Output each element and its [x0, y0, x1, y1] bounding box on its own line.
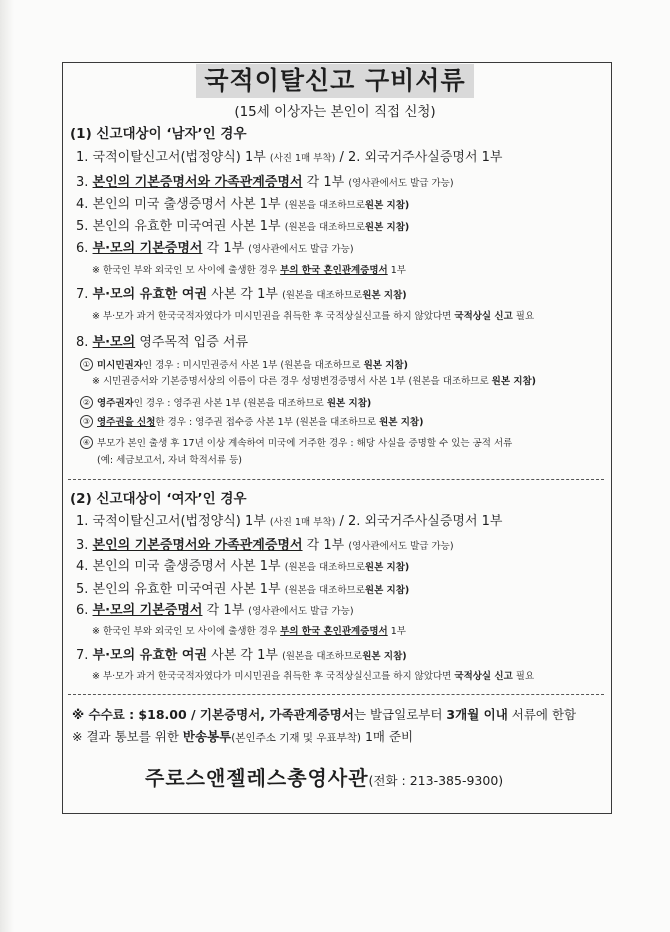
s1-item-3-num: 3.	[76, 175, 89, 190]
s2-item-6-remark-count: 1부	[390, 626, 406, 637]
s2-item-3-num: 3.	[76, 538, 89, 553]
s2-item-5-text: 5. 본인의 유효한 미국여권 사본 1부	[76, 582, 281, 597]
s2-item-6-remark	[92, 626, 406, 637]
document-subtitle: (15세 이상자는 본인이 직접 신청)	[234, 104, 436, 120]
s1-item-6-count: 각 1부	[206, 241, 245, 256]
s1-item-3-count: 각 1부	[306, 175, 345, 190]
return-envelope-notice	[72, 729, 413, 745]
s2-item-7-remark-text: ※ 부·모가 과거 한국국적자였다가 미시민권을 취득한 후 국적상실신고를 하지 않았다면	[92, 671, 452, 682]
s2-item-3-docs: 본인의 기본증명서와 가족관계증명서	[92, 538, 303, 553]
s2-item-6-docs: 부·모의 기본증명서	[92, 603, 203, 618]
s1-sub-4	[80, 436, 512, 449]
s1-sub-1-remark-text: ※ 시민권증서와 기본증명서상의 이름이 다른 경우 성명변경증명서 사본 1부 (원본을 대조하므로	[92, 376, 489, 387]
s1-sub-1-text: 인 경우 : 미시민권증서 사본 1부 (원본을 대조하므로	[142, 360, 361, 371]
s1-item-8-text: 영주목적 입증 서류	[139, 335, 249, 350]
s1-sub-1-remark-bring: 원본 지참)	[491, 376, 537, 387]
fee-notice-text: 는 발급일로부터	[353, 707, 443, 722]
s1-sub-2-label: 영주권자	[97, 398, 134, 409]
circled-two-icon: ②	[80, 396, 93, 409]
s2-item-5-bring: 원본 지참)	[364, 585, 410, 596]
s2-item-6-remark-text: ※ 한국인 부와 외국인 모 사이에 출생한 경우	[92, 626, 278, 637]
s1-sub-4-text: 부모가 본인 출생 후 17년 이상 계속하여 미국에 거주한 경우 : 해당 사실을 증명할 수 있는 공적 서류	[97, 438, 513, 449]
s2-item-5	[76, 582, 409, 598]
s2-item-7-remark-need: 필요	[515, 671, 535, 682]
s1-item-8-num: 8.	[76, 335, 89, 350]
consulate-name: 주로스앤젤레스총영사관	[145, 766, 369, 790]
s1-item-6-num: 6.	[76, 241, 89, 256]
s2-item-3-count: 각 1부	[306, 538, 345, 553]
s1-sub-4-example: (예: 세금보고서, 자녀 학적서류 등)	[97, 455, 243, 466]
s2-item-1	[76, 514, 503, 530]
s2-item-7-note: (원본을 대조하므로	[282, 651, 363, 662]
s1-item-7-note: (원본을 대조하므로	[282, 290, 363, 301]
s2-item-4-text: 4. 본인의 미국 출생증명서 사본 1부	[76, 559, 281, 574]
s2-item-4-bring: 원본 지참)	[364, 562, 410, 573]
consulate-footer	[145, 762, 503, 791]
s1-sub-3-bring: 원본 지참)	[379, 417, 424, 428]
s1-item-7-count: 사본 각 1부	[211, 287, 278, 302]
s1-item-7-remark-need: 필요	[515, 311, 535, 322]
return-envelope-count: 1매 준비	[364, 729, 414, 744]
s2-item-6-note: (영사관에서도 발급 가능)	[248, 606, 354, 617]
s1-item-6-note: (영사관에서도 발급 가능)	[248, 244, 354, 255]
s2-item-3-note: (영사관에서도 발급 가능)	[348, 541, 454, 552]
s2-item-7-remark-doc: 국적상실 신고	[454, 671, 513, 682]
s2-item-2-text: / 2. 외국거주사실증명서 1부	[339, 514, 503, 529]
circled-three-icon: ③	[80, 415, 93, 428]
s1-sub-3	[80, 415, 423, 428]
s2-item-7-bring: 원본 지참)	[362, 651, 407, 662]
s1-item-6-remark-count: 1부	[390, 265, 406, 276]
s1-item-7-remark-text: ※ 부·모가 과거 한국국적자였다가 미시민권을 취득한 후 국적상실신고를 하지 않았다면	[92, 311, 452, 322]
s1-item-5-text: 5. 본인의 유효한 미국여권 사본 1부	[76, 219, 281, 234]
section-1-heading: (1) 신고대상이 ‘남자’인 경우	[70, 126, 247, 142]
s1-item-4-text: 4. 본인의 미국 출생증명서 사본 1부	[76, 197, 281, 212]
s1-item-6-remark-doc: 부의 한국 혼인관계증명서	[280, 265, 388, 276]
fee-notice-limit: 서류에 한함	[511, 707, 577, 722]
s2-item-4	[76, 559, 409, 575]
s2-item-1-text: 1. 국적이탈신고서(법정양식) 1부	[76, 514, 266, 529]
consulate-phone: (전화 : 213-385-9300)	[368, 773, 504, 788]
document-title: 국적이탈신고 구비서류	[196, 64, 473, 98]
s1-item-1-note: (사진 1매 부착)	[269, 153, 336, 164]
circled-four-icon: ④	[80, 436, 93, 449]
s1-sub-1-label: 미시민권자	[97, 360, 143, 371]
s1-item-3-docs: 본인의 기본증명서와 가족관계증명서	[92, 175, 303, 190]
s1-item-5	[76, 219, 409, 235]
s1-item-3	[76, 175, 454, 191]
s2-item-1-note: (사진 1매 부착)	[269, 517, 336, 528]
circled-one-icon: ①	[80, 358, 93, 371]
s2-item-6-remark-doc: 부의 한국 혼인관계증명서	[280, 626, 388, 637]
s1-sub-3-label: 영주권을 신청	[97, 417, 156, 428]
s1-item-4-bring: 원본 지참)	[364, 200, 410, 211]
s2-item-6-num: 6.	[76, 603, 89, 618]
section-2-heading: (2) 신고대상이 ‘여자’인 경우	[70, 491, 247, 507]
s1-item-7-remark	[92, 311, 534, 322]
s2-item-4-note: (원본을 대조하므로	[284, 562, 365, 573]
s1-sub-1-bring: 원본 지참)	[363, 360, 408, 371]
s1-item-6-remark	[92, 265, 406, 276]
s2-item-7-count: 사본 각 1부	[211, 648, 278, 663]
section-divider	[68, 479, 604, 480]
s2-item-3	[76, 538, 454, 554]
s2-item-7-num: 7.	[76, 648, 89, 663]
s1-sub-1	[80, 358, 408, 371]
s1-item-7-docs: 부·모의 유효한 여권	[92, 287, 208, 302]
s1-item-7-num: 7.	[76, 287, 89, 302]
s1-sub-2	[80, 396, 371, 409]
s1-item-4	[76, 197, 409, 213]
s1-item-4-note: (원본을 대조하므로	[284, 200, 365, 211]
s1-sub-2-text: 인 경우 : 영주권 사본 1부 (원본을 대조하므로	[133, 398, 324, 409]
fee-notice-period: 3개월 이내	[446, 707, 508, 722]
s1-item-8	[76, 335, 248, 351]
s2-item-7	[76, 648, 407, 664]
scan-edge-shadow	[0, 0, 14, 932]
return-envelope-intro: ※ 결과 통보를 위한	[72, 729, 179, 744]
document-title-wrap	[0, 64, 670, 98]
s1-sub-1-remark	[92, 376, 536, 387]
fee-notice	[72, 707, 576, 722]
s1-item-2-text: / 2. 외국거주사실증명서 1부	[339, 150, 503, 165]
s2-item-7-remark	[92, 671, 534, 682]
s1-item-7	[76, 287, 407, 303]
s1-item-5-bring: 원본 지참)	[364, 222, 410, 233]
s1-item-1-text: 1. 국적이탈신고서(법정양식) 1부	[76, 150, 266, 165]
s1-sub-3-text: 한 경우 : 영주권 접수증 사본 1부 (원본을 대조하므로	[155, 417, 377, 428]
s1-item-1	[76, 150, 503, 166]
s1-item-5-note: (원본을 대조하므로	[284, 222, 365, 233]
s2-item-7-docs: 부·모의 유효한 여권	[92, 648, 208, 663]
fee-notice-amount: ※ 수수료 : $18.00 / 기본증명서, 가족관계증명서	[72, 707, 354, 722]
s1-item-8-parents: 부·모의	[92, 335, 136, 350]
s1-item-7-remark-doc: 국적상실 신고	[454, 311, 513, 322]
s1-item-7-bring: 원본 지참)	[362, 290, 407, 301]
s2-item-6-count: 각 1부	[206, 603, 245, 618]
s1-item-6-remark-text: ※ 한국인 부와 외국인 모 사이에 출생한 경우	[92, 265, 278, 276]
section-divider-2	[68, 694, 604, 695]
s2-item-5-note: (원본을 대조하므로	[284, 585, 365, 596]
s1-item-6	[76, 241, 354, 257]
return-envelope-note: (본인주소 기재 및 우표부착)	[231, 732, 361, 744]
s1-item-6-docs: 부·모의 기본증명서	[92, 241, 203, 256]
s1-item-3-note: (영사관에서도 발급 가능)	[348, 178, 454, 189]
return-envelope-label: 반송봉투	[182, 729, 232, 744]
s1-sub-2-bring: 원본 지참)	[326, 398, 372, 409]
s2-item-6	[76, 603, 354, 619]
